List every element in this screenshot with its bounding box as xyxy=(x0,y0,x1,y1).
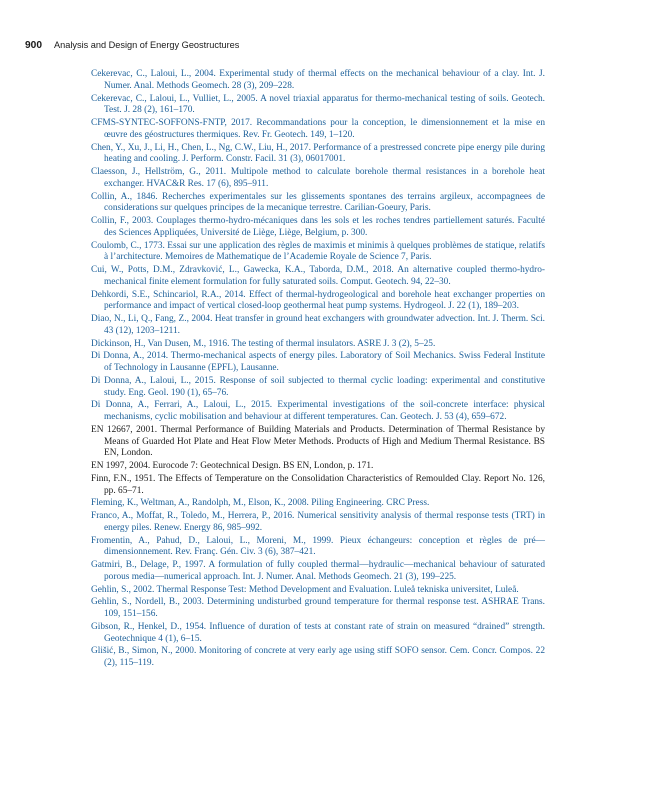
reference-entry[interactable]: CFMS-SYNTEC-SOFFONS-FNTP, 2017. Recommandations pour la conception, le dimensionnement et la mise en œuvre des géostructures thermiques. Rev. Fr. Geotech. 149, 1–120. xyxy=(91,118,545,140)
page-number: 900 xyxy=(25,40,42,51)
reference-entry[interactable]: Diao, N., Li, Q., Fang, Z., 2004. Heat transfer in ground heat exchangers with groundwater advection. Int. J. Therm. Sci. 43 (12), 1203–1211. xyxy=(91,314,545,336)
reference-entry[interactable]: Coulomb, C., 1773. Essai sur une application des règles de maximis et minimis à quelques problèmes de statique, relatifs à l’architecture. Memoires de Mathematique de l’Academie Royale de Science 7, Paris. xyxy=(91,240,545,263)
reference-entry: Finn, F.N., 1951. The Effects of Temperature on the Consolidation Characteristics of Remoulded Clay. Report No. 126, pp. 65–71. xyxy=(91,473,545,496)
running-title: Analysis and Design of Energy Geostructures xyxy=(54,40,240,50)
reference-entry[interactable]: Di Donna, A., Ferrari, A., Laloui, L., 2015. Experimental investigations of the soil-concrete interface: physical mechanisms, cyclic mobilisation and behaviour at different temperatures. Can. Geotech. J. 53 (4), 659–672. xyxy=(91,400,545,422)
reference-entry[interactable]: Gatmiri, B., Delage, P., 1997. A formulation of fully coupled thermal—hydraulic—mechanical behaviour of saturated porous media—numerical approach. Int. J. Numer. Anal. Methods Geomech. 21 (3), 199–225. xyxy=(91,560,545,582)
reference-entry[interactable]: Glišić, B., Simon, N., 2000. Monitoring of concrete at very early age using stiff SOFO sensor. Cem. Concr. Compos. 22 (2), 115–119. xyxy=(91,646,545,668)
reference-entry[interactable]: Dehkordi, S.E., Schincariol, R.A., 2014. Effect of thermal-hydrogeological and borehole heat exchanger properties on performance and impact of vertical closed-loop geothermal heat pump systems. Hydrogeol. J. 22 (1), 189–203. xyxy=(91,289,545,312)
reference-entry[interactable]: Fromentin, A., Pahud, D., Laloui, L., Moreni, M., 1999. Pieux échangeurs: conception et règles de pré—dimensionnement. Rev. Franç. Gén. Civ. 3 (6), 387–421. xyxy=(91,535,545,558)
running-header xyxy=(25,40,239,51)
reference-entry[interactable]: Franco, A., Moffat, R., Toledo, M., Herrera, P., 2016. Numerical sensitivity analysis of thermal response tests (TRT) in energy piles. Renew. Energy 86, 985–992. xyxy=(91,511,545,533)
reference-entry[interactable]: Di Donna, A., 2014. Thermo-mechanical aspects of energy piles. Laboratory of Soil Mechanics. Swiss Federal Institute of Technology in Lausanne (EPFL), Lausanne. xyxy=(91,351,545,373)
reference-entry[interactable]: Gibson, R., Henkel, D., 1954. Influence of duration of tests at constant rate of strain on measured “drained” strength. Geotechnique 4 (1), 6–15. xyxy=(91,621,545,644)
reference-entry[interactable]: Cekerevac, C., Laloui, L., Vulliet, L., 2005. A novel triaxial apparatus for thermo-mechanical testing of soils. Geotech. Test. J. 28 (2), 161–170. xyxy=(91,93,545,116)
reference-entry[interactable]: Di Donna, A., Laloui, L., 2015. Response of soil subjected to thermal cyclic loading: experimental and constitutive study. Eng. Geol. 190 (1), 65–76. xyxy=(91,375,545,398)
reference-entry[interactable]: Gehlin, S., 2002. Thermal Response Test: Method Development and Evaluation. Luleå tekniska universitet, Luleå. xyxy=(91,584,519,595)
reference-entry: EN 1997, 2004. Eurocode 7: Geotechnical Design. BS EN, London, p. 171. xyxy=(91,461,374,471)
reference-entry[interactable]: Cekerevac, C., Laloui, L., 2004. Experimental study of thermal effects on the mechanical behaviour of a clay. Int. J. Numer. Anal. Methods Geomech. 28 (3), 209–228. xyxy=(91,69,545,91)
reference-entry[interactable]: Collin, A., 1846. Recherches experimentales sur les glissements spontanes des terrains argileux, accompagnees de considerations sur quelques principes de la mecanique terrestre. Carilian-Goeury, Paris. xyxy=(91,191,545,214)
reference-entry[interactable]: Claesson, J., Hellström, G., 2011. Multipole method to calculate borehole thermal resistances in a borehole heat exchanger. HVAC&R Res. 17 (6), 895–911. xyxy=(91,167,545,189)
reference-entry[interactable]: Gehlin, S., Nordell, B., 2003. Determining undisturbed ground temperature for thermal response test. ASHRAE Trans. 109, 151–156. xyxy=(91,597,545,619)
reference-entry[interactable]: Chen, Y., Xu, J., Li, H., Chen, L., Ng, C.W., Liu, H., 2017. Performance of a prestressed concrete pipe energy pile during heating and cooling. J. Perform. Constr. Facil. 31 (3), 06017001. xyxy=(91,142,545,165)
reference-list xyxy=(91,69,545,671)
reference-entry[interactable]: Dickinson, H., Van Dusen, M., 1916. The testing of thermal insulators. ASRE J. 3 (2), 5–25. xyxy=(91,338,436,349)
reference-entry[interactable]: Cui, W., Potts, D.M., Zdravković, L., Gawecka, K.A., Taborda, D.M., 2018. An alternative coupled thermo-hydro-mechanical finite element formulation for fully saturated soils. Comput. Geotech. 94, 22–30. xyxy=(91,265,545,287)
reference-entry[interactable]: Collin, F., 2003. Couplages thermo-hydro-mécaniques dans les sols et les roches tendres partiellement saturés. Faculté des Sciences Appliquées, Université de Liège, Liège, Belgium, p. 300. xyxy=(91,216,545,238)
reference-entry: EN 12667, 2001. Thermal Performance of Building Materials and Products. Determination of Thermal Resistance by Means of Guarded Hot Plate and Heat Flow Meter Methods. Products of High and Medium Thermal Resistance. BS EN, London. xyxy=(91,424,545,459)
reference-entry[interactable]: Fleming, K., Weltman, A., Randolph, M., Elson, K., 2008. Piling Engineering. CRC Press. xyxy=(91,498,430,509)
